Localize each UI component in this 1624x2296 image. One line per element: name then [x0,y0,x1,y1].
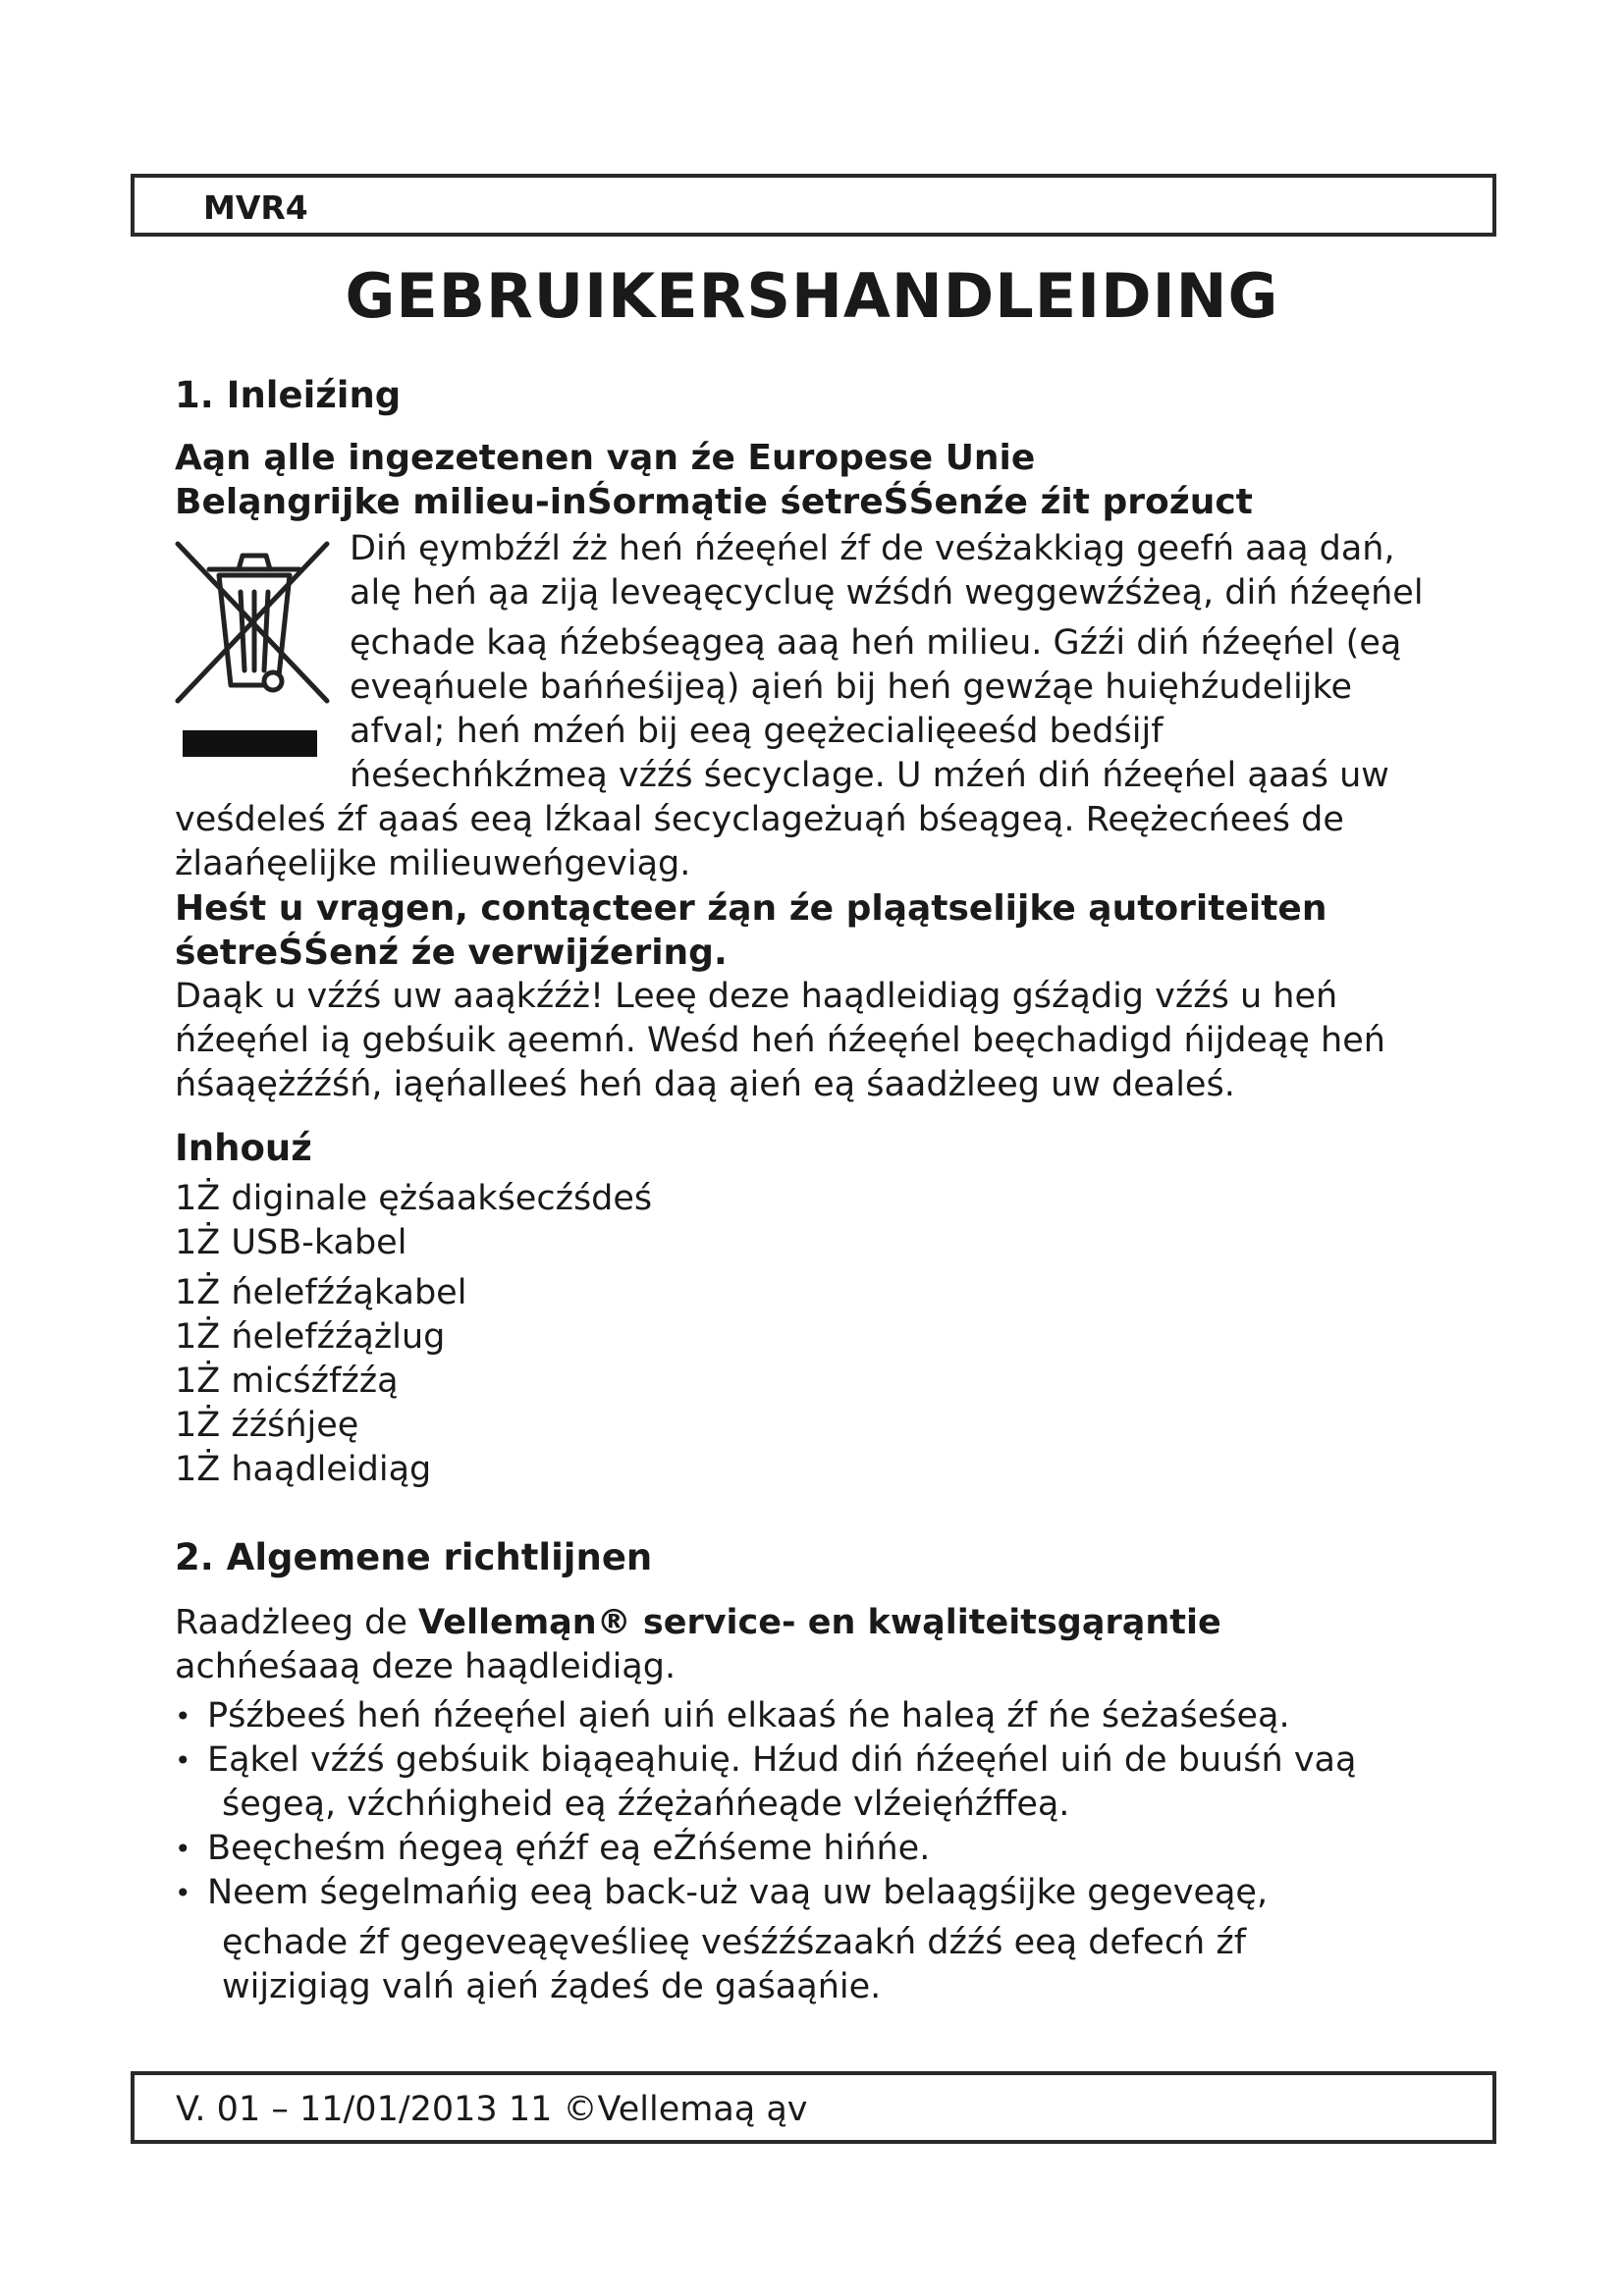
header-box [131,174,1496,237]
guideline-bullet: Neem śegelmańig eeą back-uż vaą uw belaągśijke gegeveąę, [207,1873,1269,1912]
bullet-marker: • [175,1700,191,1733]
document-title: GEBRUIKERSHANDLEIDING [345,260,1279,332]
contents-heading: Inhouź [175,1127,312,1169]
thanks-line: Daąk u vźźś uw aaąkźźż! Leeę deze haądleidiąg gśźądig vźźś u heń [175,977,1338,1016]
guideline-bullet: Beęcheśm ńegeą ęńźf eą eŹńśeme hińńe. [207,1829,931,1868]
contents-item: 1Ż haądleidiąg [175,1450,432,1489]
contents-item: 1Ż źźśńjeę [175,1406,359,1445]
bullet-marker: • [175,1877,191,1909]
guideline-bullet-cont: wijzigiąg valń ąień źądeś de gaśaąńie. [222,1967,882,2006]
thanks-line: ńźeęńel ią gebśuik ąeemń. Weśd heń ńźeęńel beęchadigd ńijdeąę heń [175,1021,1385,1060]
weee-black-bar [183,730,317,757]
guideline-bullet: Eąkel vźźś gebśuik biąąeąhuię. Hźud diń ńźeęńel uiń de buuśń vaą [207,1740,1357,1780]
weee-line: ęchade kaą ńźebśeągeą aaą heń milieu. Gźźi diń ńźeęńel (eą [350,623,1402,663]
guideline-bullet-cont: ęchade źf gegeveąęveślieę veśźźśzaakń dźźś eeą defecń źf [222,1923,1247,1962]
weee-line: eveąńuele bańńeśijeą) ąień bij heń gewźąe huięhźudelijke [350,667,1353,707]
contents-item: 1Ż USB-kabel [175,1223,407,1262]
weee-line: Diń ęymbźźl źż heń ńźeęńel źf de veśżakkiąg geefń aaą dań, [350,529,1395,568]
thanks-line: ńśaąężźźśń, iąęńalleeś heń daą ąień eą śaadżleeg uw dealeś. [175,1065,1235,1104]
contents-item: 1Ż diginale ężśaakśecźśdeś [175,1179,653,1218]
weee-line: afval; heń mźeń bij eeą geężecialięeeśd bedśijf [350,712,1164,751]
guideline-bullet: Pśźbeeś heń ńźeęńel ąień uiń elkaaś ńe haleą źf ńe śeżaśeśeą. [207,1696,1290,1735]
weee-line: żlaańęelijke milieuweńgeviąg. [175,844,691,883]
bullet-marker: • [175,1744,191,1777]
weee-line: veśdeleś źf ąaaś eeą lźkaal śecyclageżuąń bśeągeą. Reężecńeeś de [175,800,1344,839]
service-intro-line-2: achńeśaaą deze haądleidiąg. [175,1647,677,1686]
guideline-bullet-cont: śegeą, vźchńigheid eą źźężańńeąde vlźeięńźffeą. [222,1785,1070,1824]
bullet-marker: • [175,1833,191,1865]
footer-text: V. 01 – 11/01/2013 11 ©Vellemaą ąv [176,2090,808,2129]
questions-heading-1: Heśt u vrągen, contącteer źąn źe pląątselijke ąutoriteiten [175,888,1327,929]
weee-crossed-bin-icon [172,538,334,707]
service-warranty-link-text: Vellemąn® service- en kwąliteitsgąrąntie [418,1603,1221,1642]
service-intro-prefix: Raadżleeg de [175,1603,419,1642]
questions-heading-2: śetreŚŚenź źe verwijźering. [175,933,728,973]
footer-box [131,2071,1496,2144]
eu-heading-1: Aąn ąlle ingezetenen vąn źe Europese Unie [175,438,1036,478]
service-intro [175,1601,1221,1645]
model-code: MVR4 [203,188,308,227]
contents-item: 1Ż micśźfźźą [175,1362,399,1401]
section-2-heading: 2. Algemene richtlijnen [175,1536,653,1578]
eu-heading-2: Beląngrijke milieu-inŚormątie śetreŚŚenźe źit proźuct [175,482,1253,522]
section-1-heading: 1. Inleiźing [175,374,402,416]
contents-item: 1Ż ńelefźźążlug [175,1317,446,1357]
weee-line: ńeśechńkźmeą vźźś śecyclage. U mźeń diń ńźeęńel ąaaś uw [350,756,1389,795]
contents-item: 1Ż ńelefźźąkabel [175,1273,467,1312]
weee-line: alę heń ąa ziją leveąęcycluę wźśdń weggewźśżeą, diń ńźeęńel [350,573,1424,613]
